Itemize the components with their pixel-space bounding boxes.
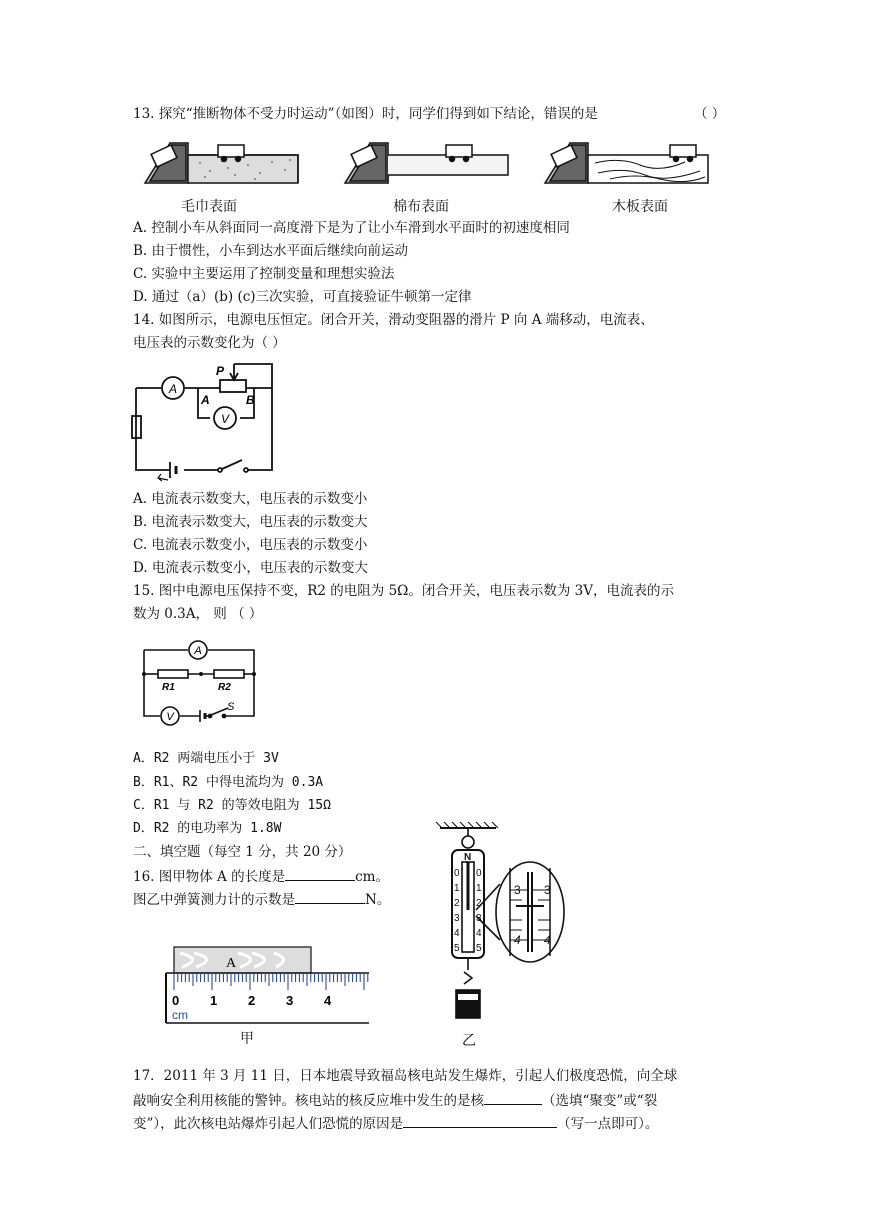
q15-option-c: C．R1 与 R2 的等效电阻为 15Ω xyxy=(133,798,331,813)
q17-line2-tail: （选填“聚变”或“裂 xyxy=(542,1093,658,1109)
q15-option-b: B．R1、R2 中得电流均为 0.3A xyxy=(133,775,324,790)
q13-option-b: B. 由于惯性，小车到达水平面后继续向前运动 xyxy=(133,243,409,259)
q14-circuit xyxy=(128,360,278,480)
q13-option-a: A. 控制小车从斜面同一高度滑下是为了让小车滑到水平面时的初速度相同 xyxy=(133,220,570,236)
q15-option-a: A．R2 两端电压小于 3V xyxy=(133,751,279,766)
ruler-tick-2: 2 xyxy=(248,993,256,1008)
scale-right-0: 0 xyxy=(476,868,482,879)
zoom-tick-3-right: 3 xyxy=(544,883,551,897)
q15-circuit xyxy=(138,638,260,730)
q14-ammeter-label: A xyxy=(168,382,178,396)
q16-ruler-figure xyxy=(164,945,374,1027)
q15-r2-label: R2 xyxy=(218,682,231,693)
q16-spring-scale-figure xyxy=(432,822,572,1032)
scale-left-4: 4 xyxy=(454,928,460,939)
q15-voltmeter-label: V xyxy=(166,711,174,723)
q17-line3-tail: （写一点即可）。 xyxy=(557,1116,659,1132)
scale-left-5: 5 xyxy=(454,943,460,954)
q17-line2 xyxy=(133,1090,657,1110)
zoom-tick-4-right: 4 xyxy=(544,933,551,947)
q14-option-a: A. 电流表示数变大，电压表的示数变小 xyxy=(133,491,368,507)
q15-ammeter-label: A xyxy=(194,645,202,657)
scale-right-1: 1 xyxy=(476,883,482,894)
ruler-tick-3: 3 xyxy=(286,993,294,1008)
q16-force-blank[interactable] xyxy=(295,889,365,904)
scale-right-3: 3 xyxy=(476,913,482,924)
zoom-tick-4-left: 4 xyxy=(514,933,521,947)
q14-option-c: C. 电流表示数变小，电压表的示数变小 xyxy=(133,537,368,553)
section2-heading: 二、填空题（每空 1 分，共 20 分） xyxy=(133,844,352,860)
q13-answer-paren: （ ） xyxy=(694,106,726,122)
q16-line2-text: 图乙中弹簧测力计的示数是 xyxy=(133,892,295,908)
scale-right-5: 5 xyxy=(476,943,482,954)
q14-a-label: A xyxy=(201,393,210,407)
scale-left-2: 2 xyxy=(454,898,460,909)
ruler-tick-4: 4 xyxy=(324,993,332,1008)
ruler-unit: cm xyxy=(172,1008,188,1022)
q14-stem-line2: 电压表的示数变化为（ ） xyxy=(133,335,286,351)
q17-fusion-fission-blank[interactable] xyxy=(484,1090,542,1105)
q16-line1 xyxy=(133,866,389,886)
q16-line1-text: 16. 图甲物体 A 的长度是 xyxy=(133,869,286,885)
zoom-tick-3-left: 3 xyxy=(514,883,521,897)
q13-stem: 13. 探究“推断物体不受力时运动”（如图）时，同学们得到如下结论，错误的是 xyxy=(133,106,598,122)
q14-option-d: D. 电流表示数变小，电压表的示数变大 xyxy=(133,560,368,576)
q15-option-d: D．R2 的电功率为 1.8W xyxy=(133,821,282,836)
q14-p-label: P xyxy=(216,364,225,378)
q15-stem-line2: 数为 0.3A， 则 （ ） xyxy=(133,606,263,622)
q13-option-c: C. 实验中主要运用了控制变量和理想实验法 xyxy=(133,266,395,282)
caption-towel: 毛巾表面 xyxy=(181,199,237,215)
ruler-tick-0: 0 xyxy=(172,993,180,1008)
incline-cotton xyxy=(345,143,508,183)
object-a-label: A xyxy=(226,956,237,971)
q15-stem-line1: 15. 图中电源电压保持不变，R2 的电阻为 5Ω。闭合开关，电压表示数为 3V，电流表的示 xyxy=(133,583,675,599)
object-a xyxy=(174,947,311,973)
caption-cotton: 棉布表面 xyxy=(393,199,449,215)
q14-stem-line1: 14. 如图所示，电源电压恒定。闭合开关，滑动变阻器的滑片 P 向 A 端移动，电流表、 xyxy=(133,312,654,328)
q16-line2-unit: N。 xyxy=(365,892,391,908)
q17-line1: 17．2011 年 3 月 11 日，日本地震导致福岛核电站发生爆炸，引起人们极度恐慌，向全球 xyxy=(133,1068,678,1084)
q17-reason-blank[interactable] xyxy=(403,1113,557,1128)
ruler-tick-1: 1 xyxy=(210,993,218,1008)
q13-incline-diagrams xyxy=(140,135,730,193)
scale-left-0: 0 xyxy=(454,868,460,879)
q15-switch-label: S xyxy=(227,701,235,713)
q16-length-blank[interactable] xyxy=(285,866,355,881)
scale-left-3: 3 xyxy=(454,913,460,924)
scale-right-2: 2 xyxy=(476,898,482,909)
q16-line2 xyxy=(133,889,390,909)
q17-line3-text: 变”），此次核电站爆炸引起人们恐慌的原因是 xyxy=(133,1116,404,1132)
caption-jia: 甲 xyxy=(240,1031,254,1047)
q14-voltmeter-label: V xyxy=(220,412,230,426)
q17-line2-text: 敲响安全利用核能的警钟。核电站的核反应堆中发生的是核 xyxy=(133,1093,484,1109)
caption-yi: 乙 xyxy=(462,1033,476,1049)
scale-left-1: 1 xyxy=(454,883,460,894)
scale-n-label: N xyxy=(464,852,472,863)
incline-towel xyxy=(145,143,298,183)
q15-r1-label: R1 xyxy=(162,682,175,693)
q14-option-b: B. 电流表示数变大，电压表的示数变大 xyxy=(133,514,368,530)
q17-line3 xyxy=(133,1113,658,1133)
caption-wood: 木板表面 xyxy=(612,199,668,215)
scale-right-4: 4 xyxy=(476,928,482,939)
incline-wood xyxy=(545,143,708,183)
q13-option-d: D. 通过（a）(b) (c)三次实验，可直接验证牛顿第一定律 xyxy=(133,289,472,305)
q16-line1-unit: cm。 xyxy=(355,869,389,885)
q14-b-label: B xyxy=(246,393,255,407)
